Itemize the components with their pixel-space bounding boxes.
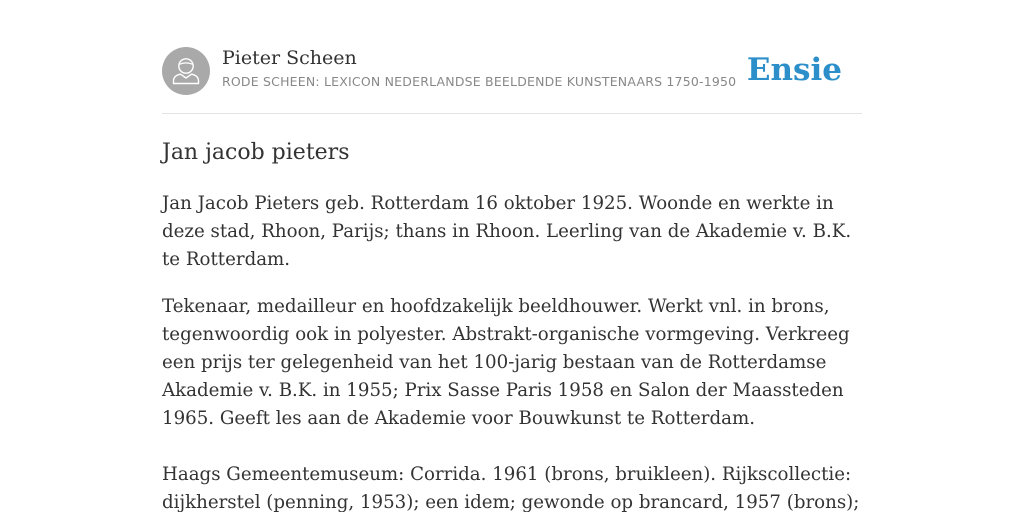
ensie-logo[interactable]: Ensie (746, 52, 842, 88)
article-title: Jan jacob pieters (162, 140, 350, 165)
article-body (162, 190, 864, 512)
author-name[interactable]: Pieter Scheen (222, 47, 357, 69)
page-container (162, 0, 862, 512)
user-outline-icon (162, 47, 210, 95)
article-paragraph: Tekenaar, medailleur en hoofdzakelijk beeldhouwer. Werkt vnl. in brons, tegenwoordig ook in polyester. Abstrakt-organische vormgeving. Verkreeg een prijs ter gelegenheid van het 100-jarig bestaan van de Rotterdamse Akademie v. B.K. in 1955; Prix Sasse Paris 1958 en Salon der Maassteden 1965. Geeft les aan de Akademie voor Bouwkunst te Rotterdam. (162, 296, 850, 429)
article-paragraph: Jan Jacob Pieters geb. Rotterdam 16 oktober 1925. Woonde en werkte in deze stad, Rhoon, Parijs; thans in Rhoon. Leerling van de Akademie v. B.K. te Rotterdam. (162, 193, 852, 270)
page-header (162, 0, 862, 114)
source-title[interactable]: RODE SCHEEN: LEXICON NEDERLANDSE BEELDENDE KUNSTENAARS 1750-1950 (222, 74, 737, 89)
article-paragraph: Haags Gemeentemuseum: Corrida. 1961 (brons, bruikleen). Rijkscollectie: dijkherstel (penning, 1953); een idem; gewonde op brancard, 1957 (brons); (162, 464, 860, 512)
user-avatar-icon[interactable] (162, 47, 210, 95)
